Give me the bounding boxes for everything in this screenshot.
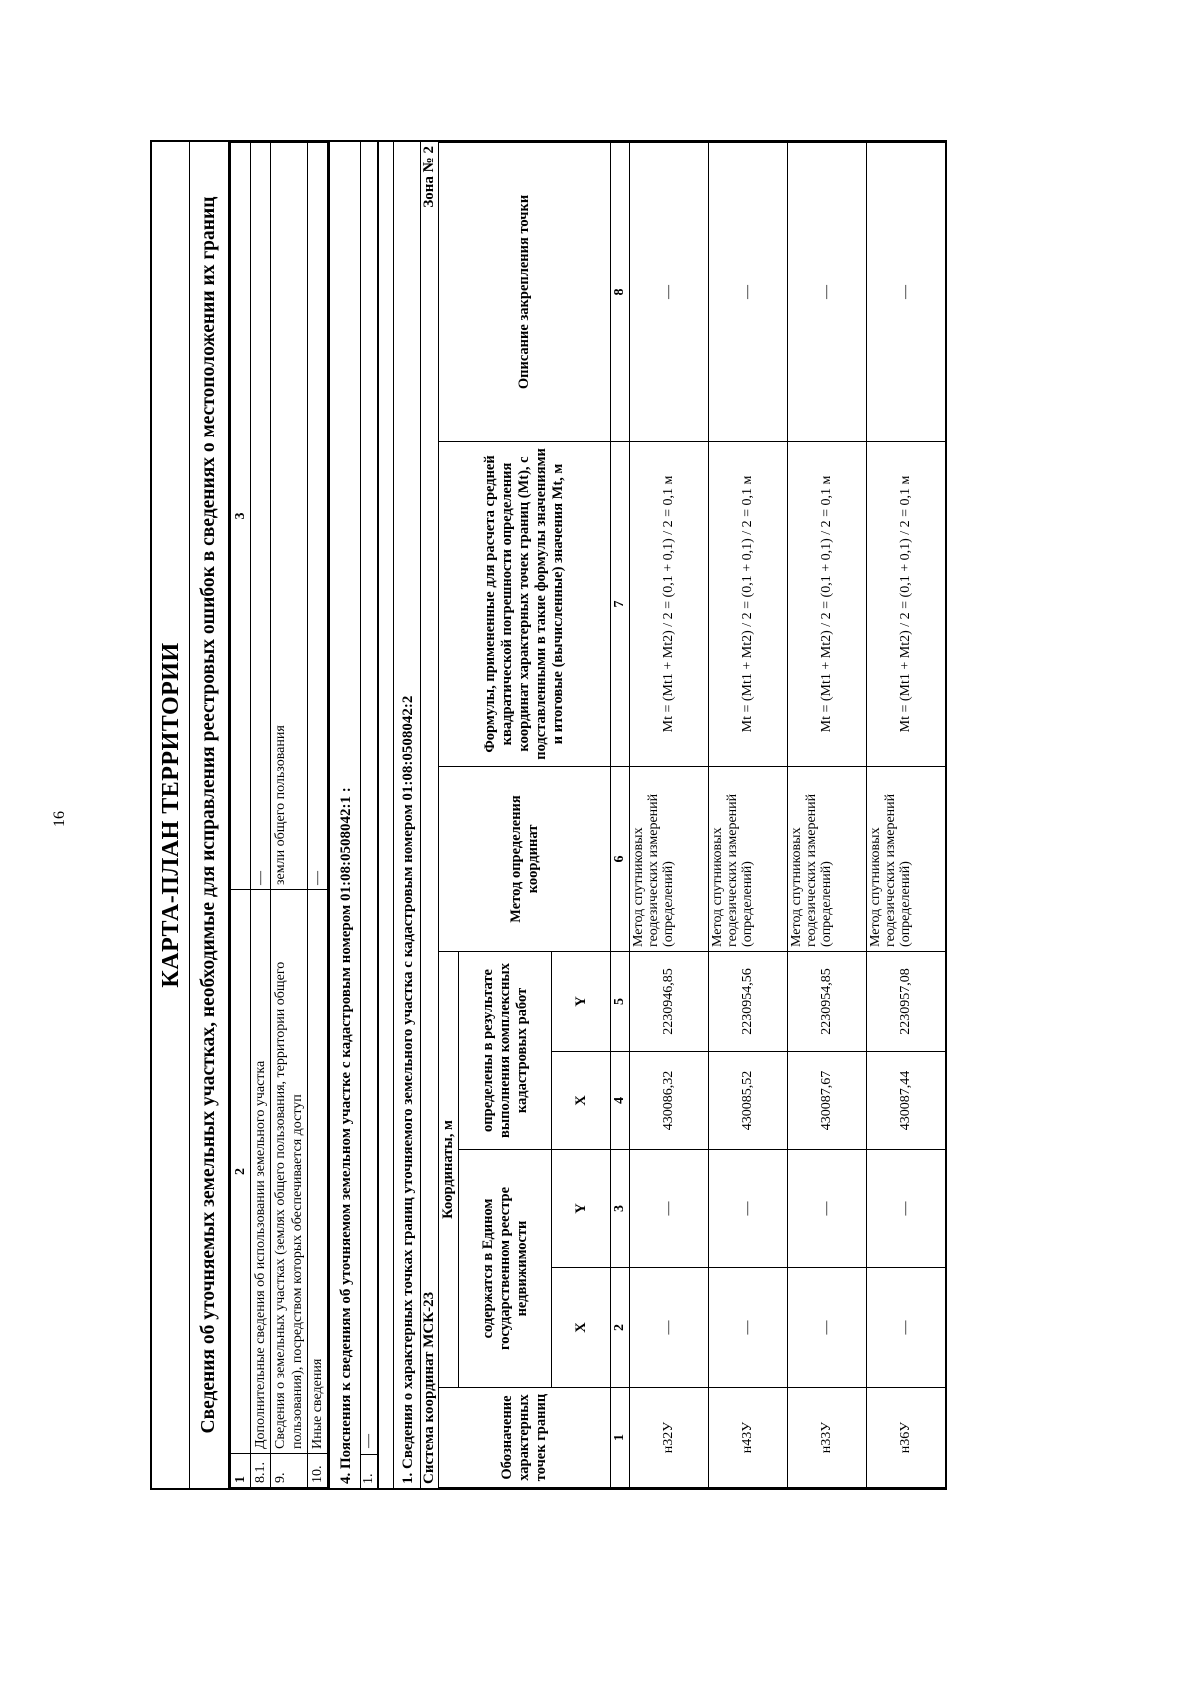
col-number: 2 xyxy=(611,1268,630,1388)
header-y: Y xyxy=(552,951,611,1051)
description-value: — xyxy=(867,143,947,442)
column-numbers-row xyxy=(611,143,630,1488)
info-row-value: земли общего пользования xyxy=(271,143,308,890)
header-x: X xyxy=(552,1052,611,1150)
formula-value: Mt = (Mt1 + Mt2) / 2 = (0,1 + 0,1) / 2 = 0,1 м xyxy=(630,441,709,766)
col-number: 3 xyxy=(611,1150,630,1268)
col-number: 7 xyxy=(611,441,630,766)
col-number: 1 xyxy=(611,1388,630,1488)
info-row-name: Сведения о земельных участках (землях общего пользования, территории общего пользования), посредством которых обеспечивается доступ xyxy=(271,890,308,1454)
header-y-egrn: Y xyxy=(552,1150,611,1268)
method-value: Метод спутниковых геодезических измерений (определений) xyxy=(788,766,867,951)
page-number: 16 xyxy=(51,811,68,827)
section-4-row xyxy=(361,142,379,1488)
info-row xyxy=(271,143,308,1488)
info-row xyxy=(308,143,328,1488)
coordinate-system-row xyxy=(421,142,438,1488)
x-value: 430087,44 xyxy=(867,1052,947,1150)
method-value: Метод спутниковых геодезических измерений (определений) xyxy=(867,766,947,951)
x-egrn: — xyxy=(788,1268,867,1388)
header-kadastr: определены в результате выполнения комплексных кадастровых работ xyxy=(459,951,552,1149)
col-number: 6 xyxy=(611,766,630,951)
y-value: 2230954,56 xyxy=(709,951,788,1051)
table-row xyxy=(709,143,788,1488)
point-name: н43У xyxy=(709,1388,788,1488)
x-value: 430087,67 xyxy=(788,1052,867,1150)
method-value: Метод спутниковых геодезических измерений (определений) xyxy=(630,766,709,951)
coords-header-row-1 xyxy=(439,143,459,1488)
y-value: 2230946,85 xyxy=(630,951,709,1051)
coordinate-system: Система координат МСК-23 xyxy=(421,1291,437,1484)
info-table xyxy=(230,142,328,1488)
description-value: — xyxy=(709,143,788,442)
rotated-sheet xyxy=(150,140,1050,1490)
formula-value: Mt = (Mt1 + Mt2) / 2 = (0,1 + 0,1) / 2 = 0,1 м xyxy=(788,441,867,766)
coordinates-table xyxy=(438,142,947,1488)
col-number: 5 xyxy=(611,951,630,1051)
header-egrn: содержатся в Едином государственном реестре недвижимости xyxy=(459,1150,552,1388)
form-box xyxy=(150,140,947,1490)
section-1-title: 1. Сведения о характерных точках границ уточняемого земельного участка с кадастровым номером 01:08:0508042:2 xyxy=(394,142,421,1488)
y-value: 2230954,85 xyxy=(788,951,867,1051)
info-table-header xyxy=(231,143,251,1488)
point-name: н32У xyxy=(630,1388,709,1488)
formula-value: Mt = (Mt1 + Mt2) / 2 = (0,1 + 0,1) / 2 = 0,1 м xyxy=(867,441,947,766)
section-gap xyxy=(379,142,394,1488)
x-value: 430085,52 xyxy=(709,1052,788,1150)
section-4-title: 4. Пояснения к сведениям об уточняемом земельном участке с кадастровым номером 01:08:0508042:1 : xyxy=(328,142,361,1488)
header-coordinates: Координаты, м xyxy=(439,951,459,1387)
header-x-egrn: X xyxy=(552,1268,611,1388)
info-header-col-3: 3 xyxy=(231,143,251,890)
info-row xyxy=(251,143,271,1488)
y-egrn: — xyxy=(630,1150,709,1268)
y-egrn: — xyxy=(709,1150,788,1268)
section-4-row-value: — xyxy=(361,1434,376,1448)
point-name: н33У xyxy=(788,1388,867,1488)
info-row-name: Дополнительные сведения об использовании земельного участка xyxy=(251,890,271,1454)
col-number: 8 xyxy=(611,143,630,442)
info-header-col-1: 1 xyxy=(231,1454,251,1488)
info-row-num: 9. xyxy=(271,1454,308,1488)
document-title: КАРТА-ПЛАН ТЕРРИТОРИИ xyxy=(152,142,190,1488)
description-value: — xyxy=(630,143,709,442)
info-row-num: 10. xyxy=(308,1454,328,1488)
y-egrn: — xyxy=(788,1150,867,1268)
info-row-name: Иные сведения xyxy=(308,890,328,1454)
info-row-value: — xyxy=(251,143,271,890)
y-value: 2230957,08 xyxy=(867,951,947,1051)
formula-value: Mt = (Mt1 + Mt2) / 2 = (0,1 + 0,1) / 2 = 0,1 м xyxy=(709,441,788,766)
x-value: 430086,32 xyxy=(630,1052,709,1150)
header-formula: Формулы, примененные для расчета средней квадратической погрешности определения координат характерных точек границ (Mt), с подставленными в такие формулы значениями и итоговые (вычисленные) значения Mt, м xyxy=(439,441,611,766)
table-row xyxy=(867,143,947,1488)
info-row-num: 8.1. xyxy=(251,1454,271,1488)
info-header-col-2: 2 xyxy=(231,890,251,1454)
col-number: 4 xyxy=(611,1052,630,1150)
info-row-value: — xyxy=(308,143,328,890)
y-egrn: — xyxy=(867,1150,947,1268)
table-row xyxy=(630,143,709,1488)
zone-label: Зона № 2 xyxy=(421,146,437,208)
x-egrn: — xyxy=(630,1268,709,1388)
x-egrn: — xyxy=(709,1268,788,1388)
point-name: н36У xyxy=(867,1388,947,1488)
x-egrn: — xyxy=(867,1268,947,1388)
description-value: — xyxy=(788,143,867,442)
document-subtitle: Сведения об уточняемых земельных участках, необходимые для исправления реестровых ошибок в сведениях о местоположении их границ xyxy=(190,142,230,1488)
header-method: Метод определения координат xyxy=(439,766,611,951)
header-description: Описание закрепления точки xyxy=(439,143,611,442)
table-row xyxy=(788,143,867,1488)
method-value: Метод спутниковых геодезических измерений (определений) xyxy=(709,766,788,951)
section-4-row-num: 1. xyxy=(361,1454,377,1488)
header-point: Обозначение характерных точек границ xyxy=(439,1388,611,1488)
